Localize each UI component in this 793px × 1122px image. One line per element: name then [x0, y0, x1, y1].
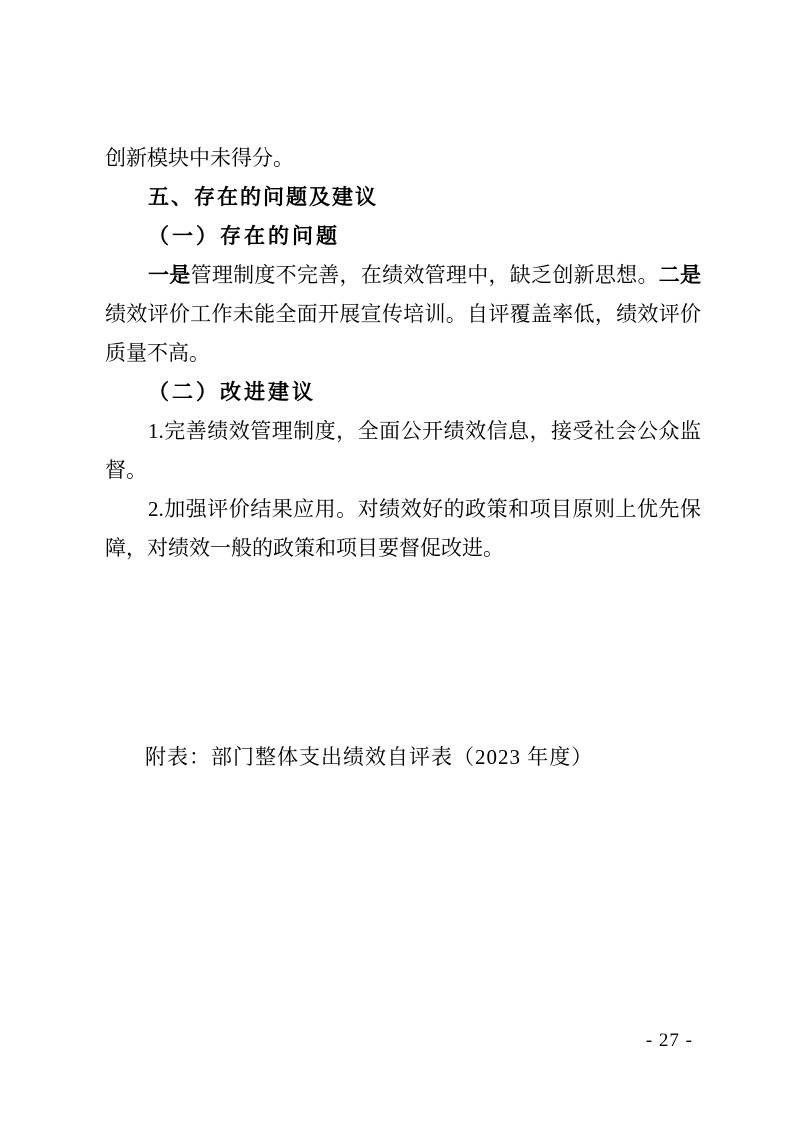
page-number: - 27 -: [645, 1030, 693, 1051]
subsection2-heading: （二）改进建议: [148, 380, 316, 404]
carryover-paragraph-line: 创新模块中未得分。: [105, 146, 294, 170]
bold-lead-second: 二是: [658, 263, 701, 287]
issues-paragraph-line-1: [105, 256, 701, 295]
suggestion2-paragraph-line-2: 障，对绩效一般的政策和项目要督促改进。: [105, 536, 504, 560]
document-body: [105, 139, 701, 568]
appendix-note: 附表：部门整体支出绩效自评表（2023 年度）: [145, 745, 594, 769]
issues-line-1-text: 管理制度不完善，在绩效管理中，缺乏创新思想。: [190, 263, 659, 287]
issues-paragraph-line-2: 绩效评价工作未能全面开展宣传培训。自评覆盖率低，绩效评价: [105, 302, 701, 326]
bold-lead-first: 一是: [148, 263, 191, 287]
suggestion1-paragraph-line-1: 1.完善绩效管理制度，全面公开绩效信息，接受社会公众监: [148, 419, 701, 443]
issues-paragraph-line-3: 质量不高。: [105, 341, 210, 365]
subsection1-heading: （一）存在的问题: [148, 224, 340, 248]
section-heading: 五、存在的问题及建议: [148, 186, 378, 209]
suggestion1-paragraph-line-2: 督。: [105, 458, 147, 482]
suggestion2-paragraph-line-1: 2.加强评价结果应用。对绩效好的政策和项目原则上优先保: [148, 497, 701, 521]
